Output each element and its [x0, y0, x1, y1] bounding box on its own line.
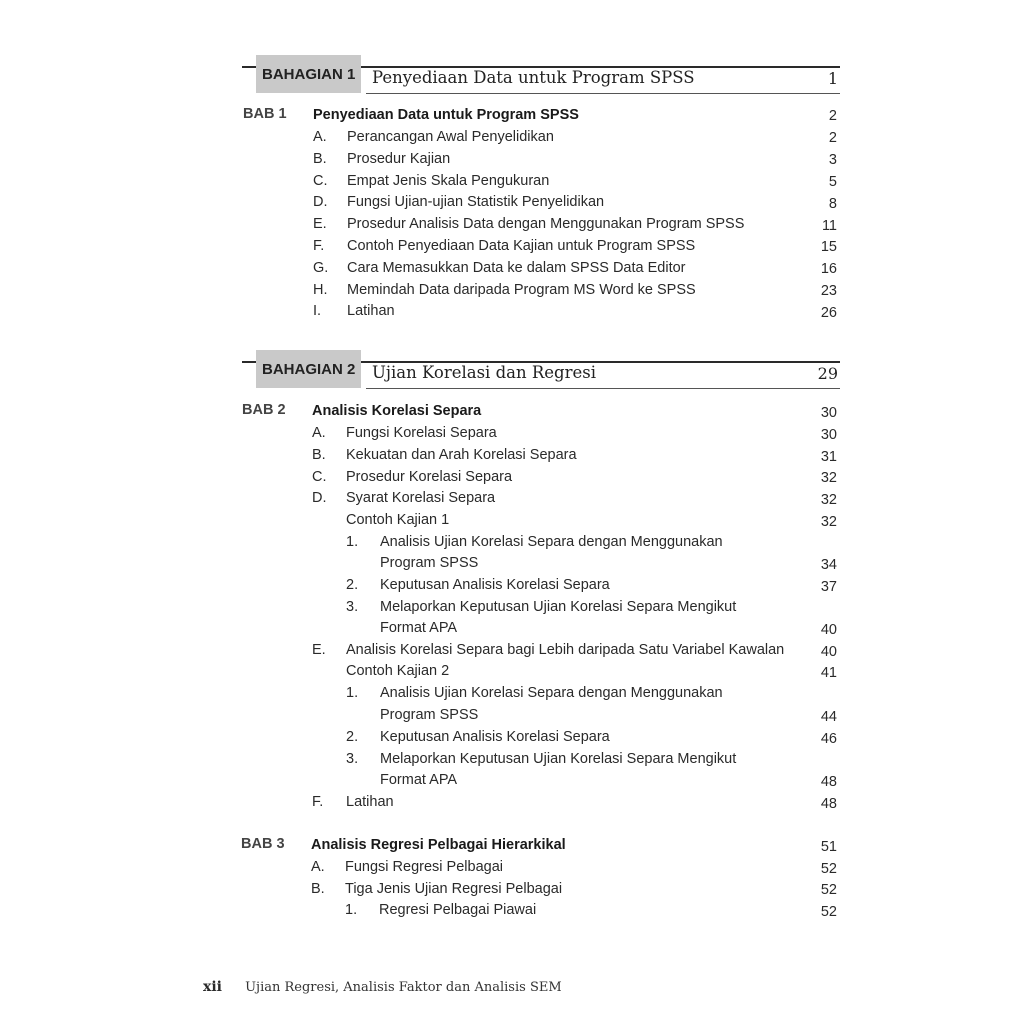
entry-page: 46	[820, 731, 837, 747]
chapter-page: 30	[820, 405, 837, 421]
entry-page: 48	[820, 796, 837, 812]
entry-page: 37	[820, 579, 837, 595]
entry-text: Cara Memasukkan Data ke dalam SPSS Data Editor	[347, 260, 686, 276]
entry-page: 31	[820, 449, 837, 465]
entry-label: 2.	[346, 577, 359, 593]
page-footer	[203, 976, 562, 995]
chapter-title[interactable]: Analisis Korelasi Separa	[312, 403, 482, 419]
entry-page: 44	[820, 709, 837, 725]
chapter-title[interactable]: Penyediaan Data untuk Program SPSS	[313, 107, 579, 123]
entry-text: Contoh Kajian 2	[346, 663, 450, 679]
entry-text: Latihan	[347, 303, 395, 319]
entry-page: 5	[828, 174, 837, 190]
entry-text: Program SPSS	[380, 555, 479, 571]
entry-page: 34	[820, 557, 837, 573]
entry-text: Prosedur Analisis Data dengan Menggunakan Program SPSS	[347, 216, 745, 232]
entry-label: C.	[313, 173, 328, 189]
entry-label: D.	[312, 490, 327, 506]
entry-label: D.	[313, 194, 328, 210]
entry-page: 52	[820, 861, 837, 877]
entry-label: B.	[313, 151, 327, 167]
entry-text: Kekuatan dan Arah Korelasi Separa	[346, 447, 577, 463]
entry-text: Program SPSS	[380, 707, 479, 723]
entry-label: A.	[312, 425, 326, 441]
entry-page: 32	[820, 514, 837, 530]
chapter-title[interactable]: Analisis Regresi Pelbagai Hierarkikal	[311, 837, 566, 853]
entry-label: A.	[313, 129, 327, 145]
entry-label: 3.	[346, 751, 359, 767]
entry-label: F.	[313, 238, 325, 254]
entry-label: I.	[313, 303, 322, 319]
entry-text: Melaporkan Keputusan Ujian Korelasi Separa Mengikut	[380, 599, 737, 615]
part-header-2	[242, 350, 840, 388]
entry-text: Prosedur Kajian	[347, 151, 451, 167]
part-rule-thin	[366, 388, 840, 389]
entry-text: Fungsi Regresi Pelbagai	[345, 859, 503, 875]
entry-text: Memindah Data daripada Program MS Word ke SPSS	[347, 282, 696, 298]
entry-page: 11	[821, 218, 837, 234]
entry-text: Analisis Ujian Korelasi Separa dengan Menggunakan	[380, 534, 723, 550]
entry-text: Empat Jenis Skala Pengukuran	[347, 173, 550, 189]
entry-text: Syarat Korelasi Separa	[346, 490, 496, 506]
part-page: 29	[817, 364, 838, 383]
entry-page: 30	[820, 427, 837, 443]
page-number: xii	[203, 979, 222, 995]
entry-label: B.	[312, 447, 326, 463]
entry-page: 2	[828, 130, 837, 146]
entry-page: 23	[820, 283, 837, 299]
entry-page: 32	[820, 470, 837, 486]
entry-page: 48	[820, 774, 837, 790]
entry-text: Analisis Ujian Korelasi Separa dengan Menggunakan	[380, 685, 723, 701]
entry-page: 52	[820, 904, 837, 920]
part-title[interactable]: Ujian Korelasi dan Regresi	[372, 363, 596, 382]
entry-text: Keputusan Analisis Korelasi Separa	[380, 729, 610, 745]
entry-text: Analisis Korelasi Separa bagi Lebih daripada Satu Variabel Kawalan	[346, 642, 785, 658]
entry-label: E.	[312, 642, 326, 658]
part-page: 1	[827, 69, 838, 88]
entry-label: 2.	[346, 729, 359, 745]
entry-label: A.	[311, 859, 325, 875]
entry-page: 32	[820, 492, 837, 508]
entry-text: Fungsi Korelasi Separa	[346, 425, 497, 441]
entry-label: 1.	[346, 534, 359, 550]
entry-label: G.	[313, 260, 329, 276]
entry-label: 3.	[346, 599, 359, 615]
entry-page: 26	[820, 305, 837, 321]
entry-text: Format APA	[380, 620, 458, 636]
entry-page: 16	[820, 261, 837, 277]
entry-text: Contoh Penyediaan Data Kajian untuk Program SPSS	[347, 238, 696, 254]
entry-text: Melaporkan Keputusan Ujian Korelasi Separa Mengikut	[380, 751, 737, 767]
entry-label: F.	[312, 794, 324, 810]
entry-page: 52	[820, 882, 837, 898]
entry-text: Regresi Pelbagai Piawai	[379, 902, 537, 918]
chapter-page: 51	[820, 839, 837, 855]
entry-label: C.	[312, 469, 327, 485]
entry-page: 8	[828, 196, 837, 212]
entry-text: Tiga Jenis Ujian Regresi Pelbagai	[345, 881, 563, 897]
chapter-page: 2	[828, 108, 837, 124]
entry-label: 1.	[346, 685, 359, 701]
part-title[interactable]: Penyediaan Data untuk Program SPSS	[372, 68, 695, 87]
chapter-label: BAB 2	[242, 402, 286, 418]
part-tag: BAHAGIAN 1	[256, 55, 361, 93]
entry-text: Contoh Kajian 1	[346, 512, 450, 528]
entry-page: 3	[828, 152, 837, 168]
entry-text: Keputusan Analisis Korelasi Separa	[380, 577, 610, 593]
entry-text: Format APA	[380, 772, 458, 788]
part-header-1	[242, 55, 840, 93]
entry-page: 40	[820, 622, 837, 638]
entry-label: E.	[313, 216, 327, 232]
entry-text: Prosedur Korelasi Separa	[346, 469, 513, 485]
entry-text: Perancangan Awal Penyelidikan	[347, 129, 554, 145]
entry-label: H.	[313, 282, 328, 298]
entry-text: Fungsi Ujian-ujian Statistik Penyelidikan	[347, 194, 605, 210]
entry-page: 40	[820, 644, 837, 660]
entry-label: 1.	[345, 902, 358, 918]
entry-label: B.	[311, 881, 325, 897]
entry-page: 41	[820, 665, 837, 681]
part-rule-thin	[366, 93, 840, 94]
part-tag: BAHAGIAN 2	[256, 350, 361, 388]
chapter-label: BAB 1	[243, 106, 287, 122]
book-title: Ujian Regresi, Analisis Faktor dan Analisis SEM	[245, 980, 562, 995]
entry-page: 15	[820, 239, 837, 255]
chapter-label: BAB 3	[241, 836, 285, 852]
entry-text: Latihan	[346, 794, 394, 810]
